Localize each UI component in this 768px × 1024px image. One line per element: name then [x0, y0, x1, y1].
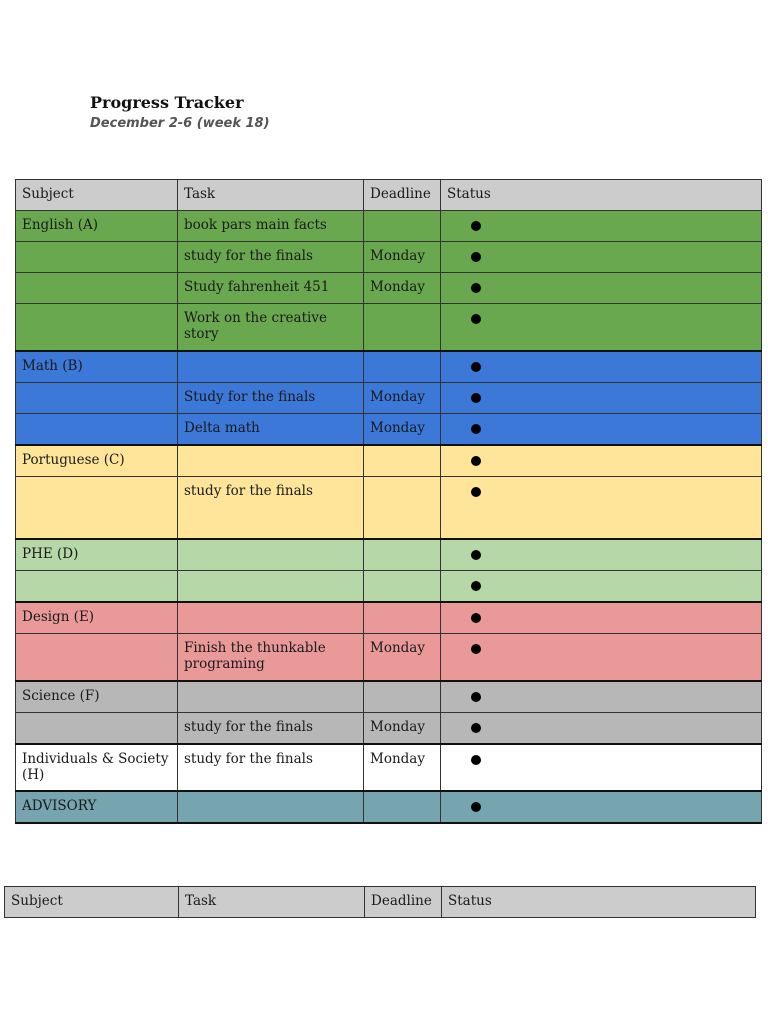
deadline-cell[interactable]: Monday — [364, 712, 441, 744]
table-row — [16, 571, 762, 603]
task-cell[interactable] — [178, 351, 364, 383]
subject-cell[interactable]: Portuguese (C) — [16, 445, 178, 477]
task-cell[interactable] — [178, 445, 364, 477]
deadline-cell[interactable]: Monday — [364, 382, 441, 413]
deadline-cell[interactable] — [364, 211, 441, 242]
table-header-row — [16, 180, 762, 211]
deadline-cell[interactable]: Monday — [364, 242, 441, 273]
column-header-task: Task — [178, 180, 364, 211]
status-cell[interactable] — [441, 273, 762, 304]
subject-cell[interactable] — [16, 413, 178, 445]
status-bullet-icon — [471, 362, 481, 372]
table-row — [16, 382, 762, 413]
table-row — [16, 602, 762, 634]
status-cell[interactable] — [441, 304, 762, 351]
status-bullet-icon — [471, 393, 481, 403]
column-header-subject: Subject — [16, 180, 178, 211]
task-cell[interactable]: Delta math — [178, 413, 364, 445]
status-bullet-icon — [471, 283, 481, 293]
table-row — [16, 413, 762, 445]
status-cell[interactable] — [441, 791, 762, 823]
status-cell[interactable] — [441, 744, 762, 791]
subject-cell[interactable] — [16, 476, 178, 539]
task-cell[interactable] — [178, 571, 364, 603]
status-cell[interactable] — [441, 634, 762, 681]
task-cell[interactable] — [178, 602, 364, 634]
table-row — [16, 744, 762, 791]
subject-cell[interactable] — [16, 382, 178, 413]
subject-cell[interactable]: Science (F) — [16, 681, 178, 713]
status-cell[interactable] — [441, 382, 762, 413]
column-header-deadline: Deadline — [365, 887, 442, 918]
status-bullet-icon — [471, 252, 481, 262]
task-cell[interactable] — [178, 681, 364, 713]
status-cell[interactable] — [441, 602, 762, 634]
deadline-cell[interactable]: Monday — [364, 273, 441, 304]
deadline-cell[interactable] — [364, 681, 441, 713]
status-cell[interactable] — [441, 351, 762, 383]
status-cell[interactable] — [441, 681, 762, 713]
subject-cell[interactable] — [16, 304, 178, 351]
status-cell[interactable] — [441, 571, 762, 603]
task-cell[interactable]: Study fahrenheit 451 — [178, 273, 364, 304]
subject-cell[interactable]: Design (E) — [16, 602, 178, 634]
page-subtitle: December 2-6 (week 18) — [90, 116, 270, 131]
deadline-cell[interactable] — [364, 445, 441, 477]
status-bullet-icon — [471, 755, 481, 765]
deadline-cell[interactable] — [364, 602, 441, 634]
status-cell[interactable] — [441, 712, 762, 744]
subject-cell[interactable] — [16, 242, 178, 273]
column-header-status: Status — [441, 180, 762, 211]
status-bullet-icon — [471, 221, 481, 231]
subject-cell[interactable] — [16, 634, 178, 681]
table-row — [16, 681, 762, 713]
status-bullet-icon — [471, 613, 481, 623]
task-cell[interactable]: study for the finals — [178, 476, 364, 539]
status-bullet-icon — [471, 456, 481, 466]
deadline-cell[interactable] — [364, 539, 441, 571]
column-header-status: Status — [442, 887, 756, 918]
table-row — [16, 351, 762, 383]
task-cell[interactable]: Study for the finals — [178, 382, 364, 413]
subject-cell[interactable]: PHE (D) — [16, 539, 178, 571]
column-header-deadline: Deadline — [364, 180, 441, 211]
task-cell[interactable]: book pars main facts — [178, 211, 364, 242]
deadline-cell[interactable] — [364, 791, 441, 823]
column-header-subject: Subject — [5, 887, 179, 918]
subject-cell[interactable]: English (A) — [16, 211, 178, 242]
status-cell[interactable] — [441, 445, 762, 477]
status-cell[interactable] — [441, 242, 762, 273]
deadline-cell[interactable]: Monday — [364, 744, 441, 791]
table-row — [16, 304, 762, 351]
progress-table — [15, 179, 762, 824]
subject-cell[interactable] — [16, 712, 178, 744]
deadline-cell[interactable]: Monday — [364, 413, 441, 445]
second-table-header-row — [5, 887, 756, 918]
subject-cell[interactable]: Math (B) — [16, 351, 178, 383]
second-progress-table — [4, 886, 756, 918]
subject-cell[interactable]: Individuals & Society (H) — [16, 744, 178, 791]
deadline-cell[interactable] — [364, 476, 441, 539]
table-row — [16, 445, 762, 477]
task-cell[interactable]: study for the finals — [178, 744, 364, 791]
status-cell[interactable] — [441, 476, 762, 539]
subject-cell[interactable]: ADVISORY — [16, 791, 178, 823]
deadline-cell[interactable]: Monday — [364, 634, 441, 681]
status-cell[interactable] — [441, 413, 762, 445]
status-bullet-icon — [471, 487, 481, 497]
status-bullet-icon — [471, 314, 481, 324]
table-row — [16, 211, 762, 242]
status-bullet-icon — [471, 550, 481, 560]
page-title: Progress Tracker — [90, 93, 244, 112]
table-row — [16, 476, 762, 539]
task-cell[interactable] — [178, 791, 364, 823]
task-cell[interactable]: Work on the creative story — [178, 304, 364, 351]
status-bullet-icon — [471, 581, 481, 591]
table-row — [16, 539, 762, 571]
table-row — [16, 273, 762, 304]
status-bullet-icon — [471, 723, 481, 733]
deadline-cell[interactable] — [364, 351, 441, 383]
subject-cell[interactable] — [16, 571, 178, 603]
task-cell[interactable] — [178, 539, 364, 571]
task-cell[interactable]: Finish the thunkable programing — [178, 634, 364, 681]
status-bullet-icon — [471, 692, 481, 702]
task-cell[interactable]: study for the finals — [178, 242, 364, 273]
table-row — [16, 791, 762, 823]
status-bullet-icon — [471, 424, 481, 434]
status-bullet-icon — [471, 644, 481, 654]
subject-cell[interactable] — [16, 273, 178, 304]
task-cell[interactable]: study for the finals — [178, 712, 364, 744]
status-bullet-icon — [471, 802, 481, 812]
column-header-task: Task — [179, 887, 365, 918]
table-body — [16, 211, 762, 823]
table-row — [16, 634, 762, 681]
deadline-cell[interactable] — [364, 304, 441, 351]
status-cell[interactable] — [441, 539, 762, 571]
table-row — [16, 712, 762, 744]
deadline-cell[interactable] — [364, 571, 441, 603]
table-row — [16, 242, 762, 273]
status-cell[interactable] — [441, 211, 762, 242]
